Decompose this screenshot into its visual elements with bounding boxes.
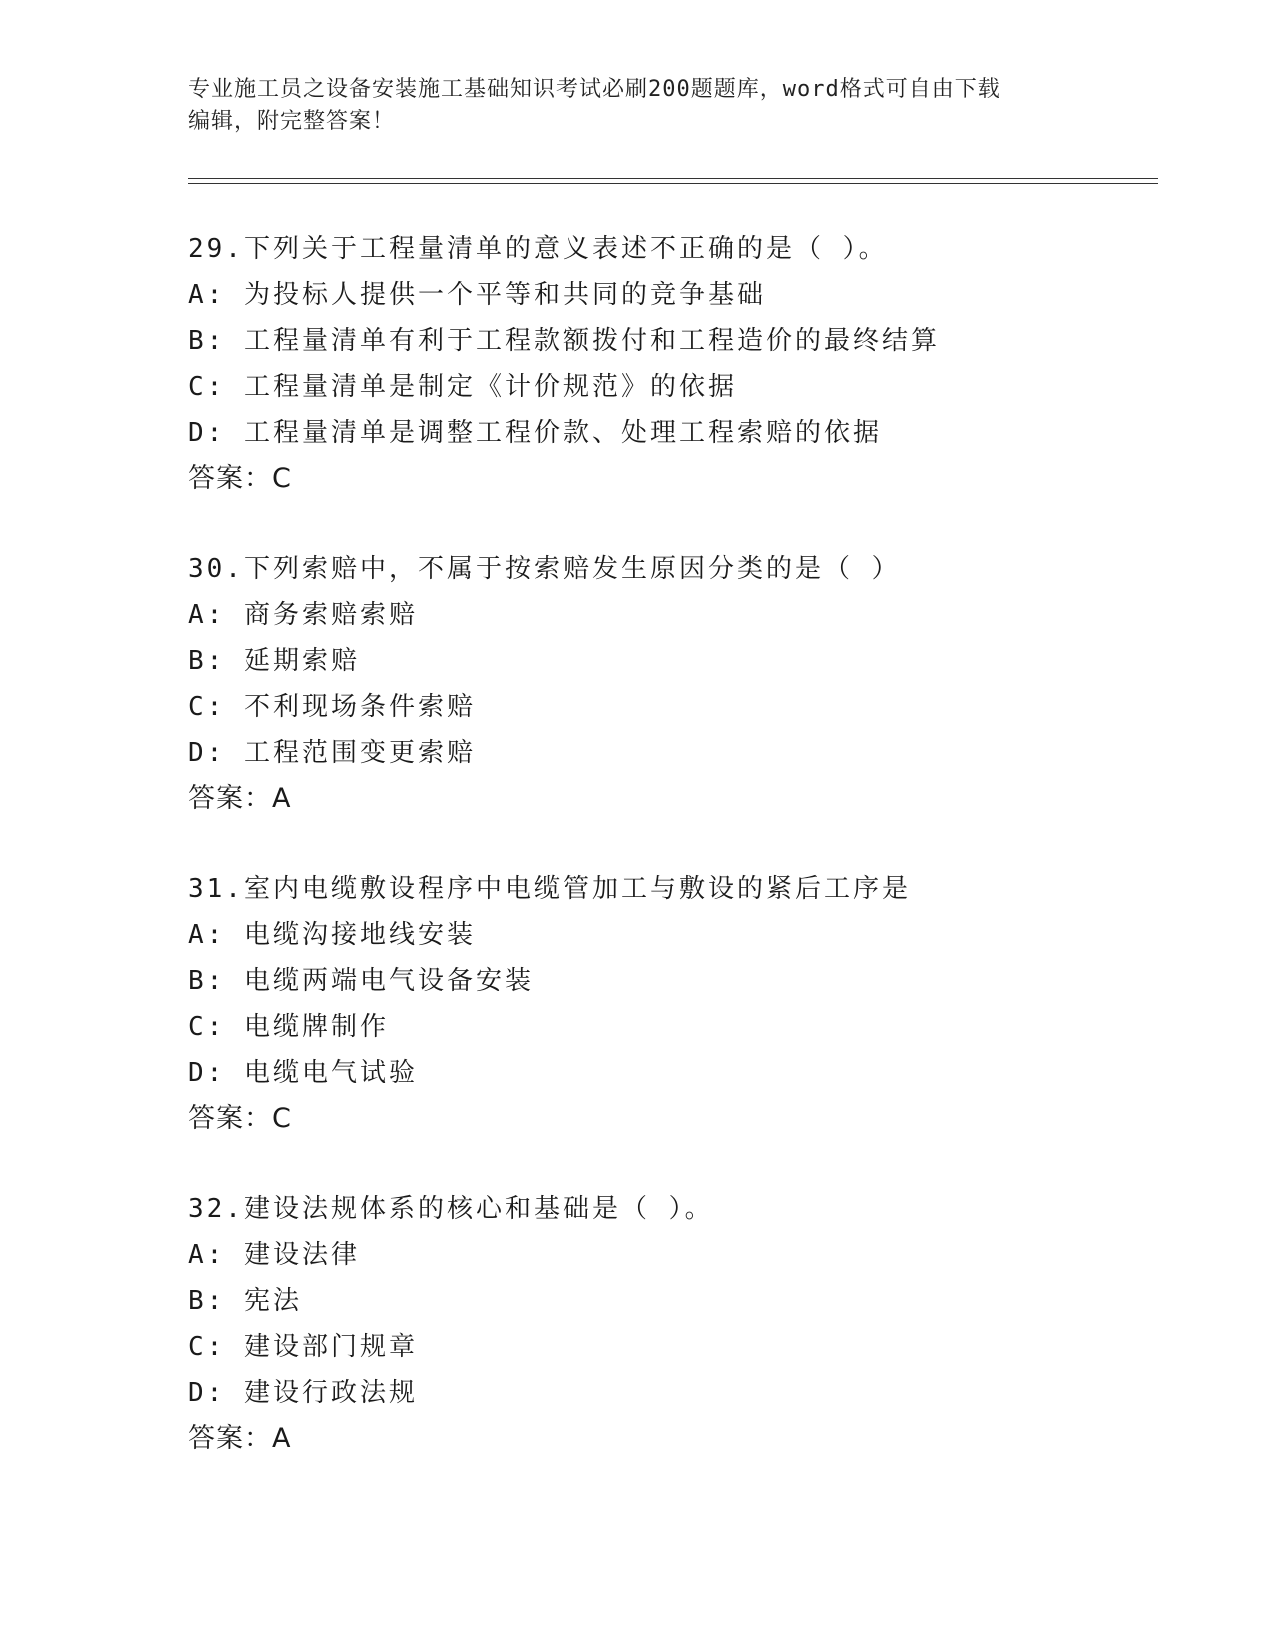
option-b: B: 工程量清单有利于工程款额拨付和工程造价的最终结算 (188, 326, 940, 356)
option-b: B: 宪法 (188, 1286, 302, 1316)
answer: 答案：A (188, 1423, 292, 1454)
question-30 (188, 546, 1168, 822)
option-d: D: 建设行政法规 (188, 1378, 418, 1408)
header-line-1: 专业施工员之设备安装施工基础知识考试必刷200题题库，word格式可自由下载 (188, 77, 1001, 102)
question-stem: 29.下列关于工程量清单的意义表述不正确的是（ ）。 (188, 234, 888, 264)
option-d: D: 工程范围变更索赔 (188, 738, 476, 768)
answer: 答案：A (188, 783, 292, 814)
option-c: C: 建设部门规章 (188, 1332, 418, 1362)
header-divider-bottom (188, 183, 1158, 184)
answer: 答案：C (188, 463, 292, 494)
option-b: B: 电缆两端电气设备安装 (188, 966, 534, 996)
option-a: A: 建设法律 (188, 1240, 360, 1270)
option-a: A: 为投标人提供一个平等和共同的竞争基础 (188, 280, 766, 310)
option-c: C: 电缆牌制作 (188, 1012, 389, 1042)
question-stem: 30.下列索赔中，不属于按索赔发生原因分类的是（ ） (188, 554, 901, 584)
document-header (188, 74, 1088, 138)
question-stem: 31.室内电缆敷设程序中电缆管加工与敷设的紧后工序是 (188, 874, 911, 904)
option-c: C: 工程量清单是制定《计价规范》的依据 (188, 372, 737, 402)
option-d: D: 电缆电气试验 (188, 1058, 418, 1088)
answer: 答案：C (188, 1103, 292, 1134)
question-31 (188, 866, 1168, 1142)
option-a: A: 商务索赔索赔 (188, 600, 418, 630)
header-divider-top (188, 178, 1158, 179)
question-32 (188, 1186, 1168, 1462)
option-d: D: 工程量清单是调整工程价款、处理工程索赔的依据 (188, 418, 882, 448)
question-stem: 32.建设法规体系的核心和基础是（ ）。 (188, 1194, 714, 1224)
question-29 (188, 226, 1168, 502)
header-line-2: 编辑，附完整答案！ (188, 109, 396, 134)
option-b: B: 延期索赔 (188, 646, 360, 676)
option-c: C: 不利现场条件索赔 (188, 692, 476, 722)
option-a: A: 电缆沟接地线安装 (188, 920, 476, 950)
